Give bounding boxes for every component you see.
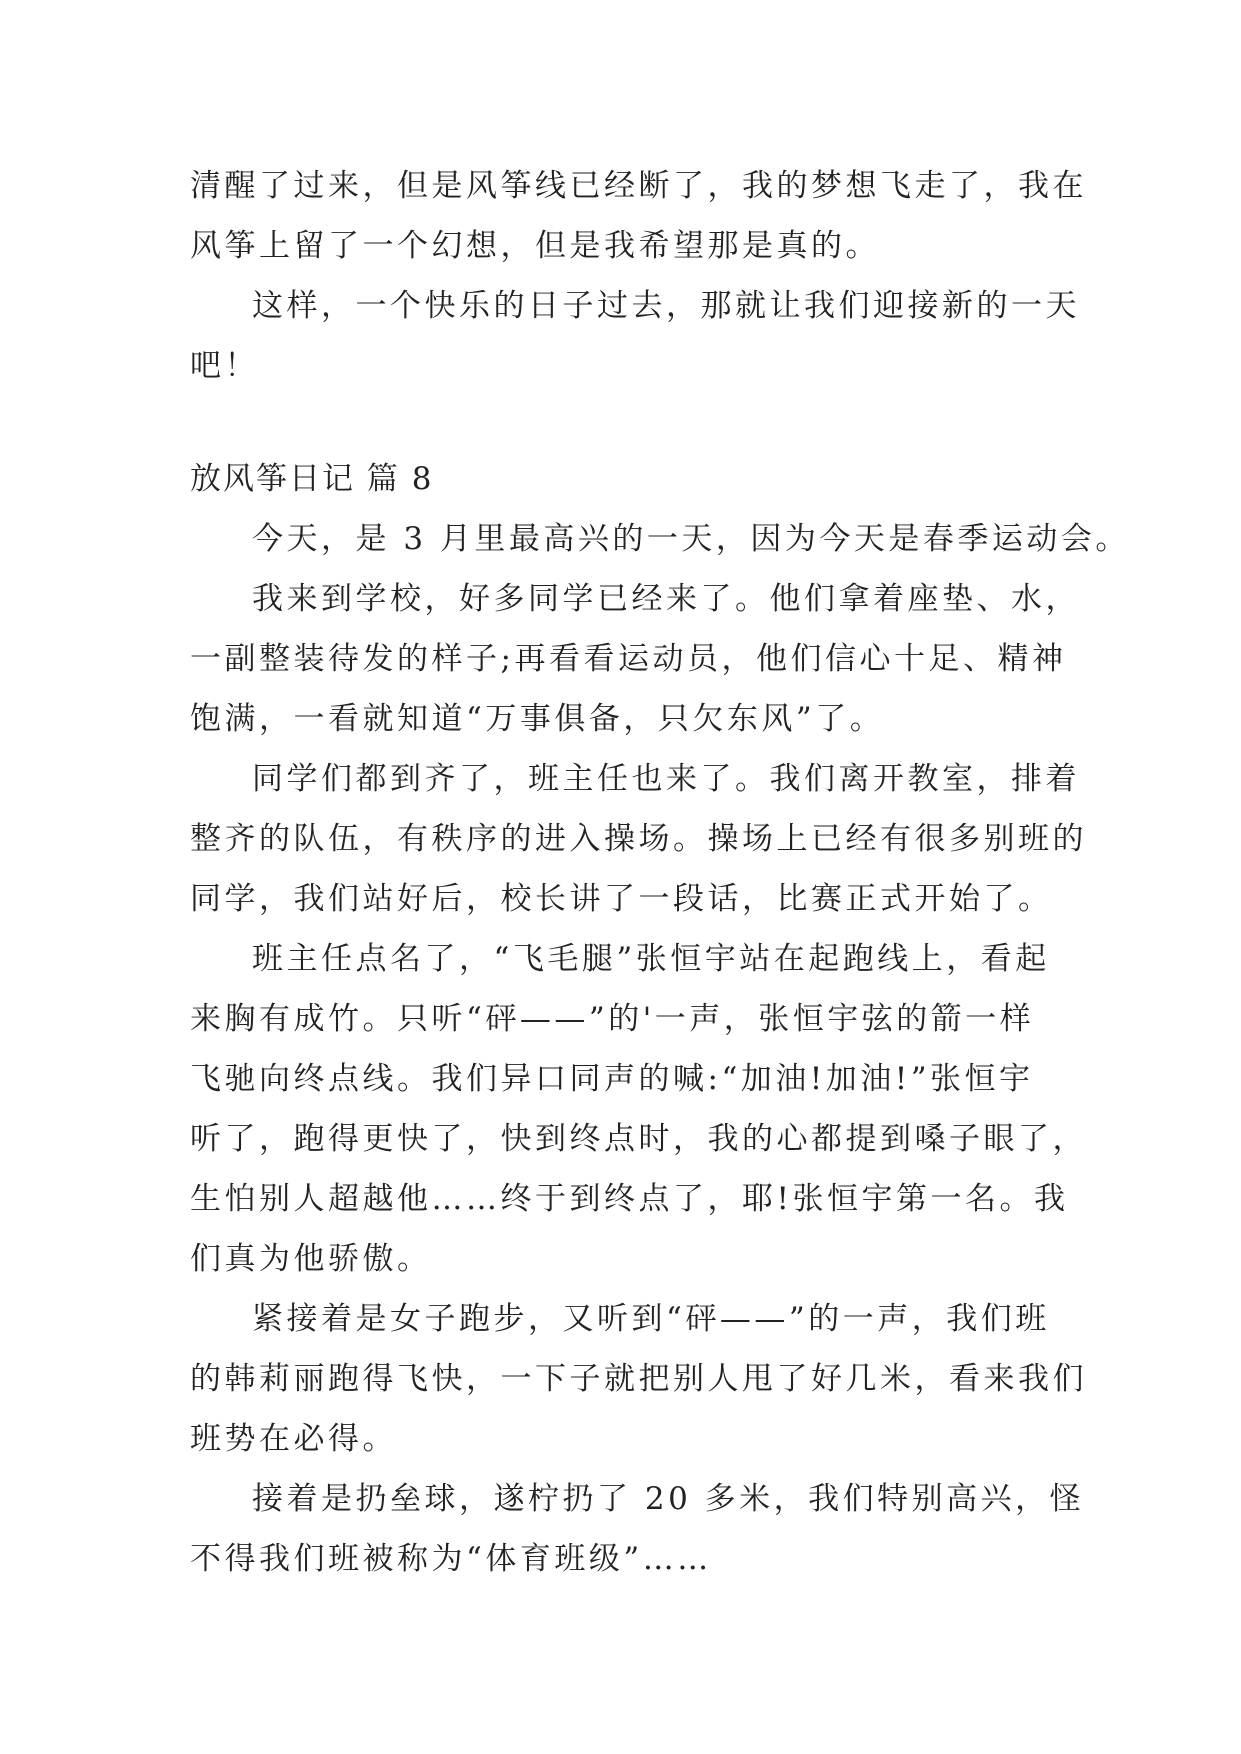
text-line: 听了，跑得更快了，快到终点时，我的心都提到嗓子眼了， bbox=[190, 1121, 1087, 1157]
text-line: 吧！ bbox=[190, 348, 259, 384]
text-line: 班主任点名了，“飞毛腿”张恒宇站在起跑线上，看起 bbox=[252, 941, 1050, 977]
section-title: 放风筝日记 篇 8 bbox=[190, 461, 434, 497]
text-line: 整齐的队伍，有秩序的进入操场。操场上已经有很多别班的 bbox=[190, 821, 1087, 857]
text-line: 我来到学校，好多同学已经来了。他们拿着座垫、水， bbox=[252, 581, 1080, 617]
text-line: 同学，我们站好后，校长讲了一段话，比赛正式开始了。 bbox=[190, 881, 1053, 917]
text-line: 一副整装待发的样子;再看看运动员，他们信心十足、精神 bbox=[190, 641, 1067, 677]
text-line: 班势在必得。 bbox=[190, 1421, 397, 1457]
text-line: 来胸有成竹。只听“砰——”的'一声，张恒宇弦的箭一样 bbox=[190, 1001, 1035, 1037]
text-line: 今天，是 3 月里最高兴的一天，因为今天是春季运动会。 bbox=[252, 521, 1130, 557]
text-line: 接着是扔垒球，遂柠扔了 20 多米，我们特别高兴，怪 bbox=[252, 1481, 1085, 1517]
text-line: 们真为他骄傲。 bbox=[190, 1241, 432, 1277]
text-line: 生怕别人超越他……终于到终点了，耶!张恒宇第一名。我 bbox=[190, 1181, 1069, 1217]
text-line: 清醒了过来，但是风筝线已经断了，我的梦想飞走了，我在 bbox=[190, 168, 1087, 204]
text-line: 的韩莉丽跑得飞快，一下子就把别人甩了好几米，看来我们 bbox=[190, 1361, 1087, 1397]
text-line: 饱满，一看就知道“万事俱备，只欠东风”了。 bbox=[190, 701, 885, 737]
text-line: 这样，一个快乐的日子过去，那就让我们迎接新的一天 bbox=[252, 288, 1080, 324]
text-line: 风筝上留了一个幻想，但是我希望那是真的。 bbox=[190, 228, 880, 264]
text-line: 紧接着是女子跑步，又听到“砰——”的一声，我们班 bbox=[252, 1301, 1050, 1337]
text-line: 不得我们班被称为“体育班级”…… bbox=[190, 1541, 712, 1577]
text-line: 飞驰向终点线。我们异口同声的喊:“加油!加油!”张恒宇 bbox=[190, 1061, 1034, 1097]
text-line: 同学们都到齐了，班主任也来了。我们离开教室，排着 bbox=[252, 761, 1080, 797]
